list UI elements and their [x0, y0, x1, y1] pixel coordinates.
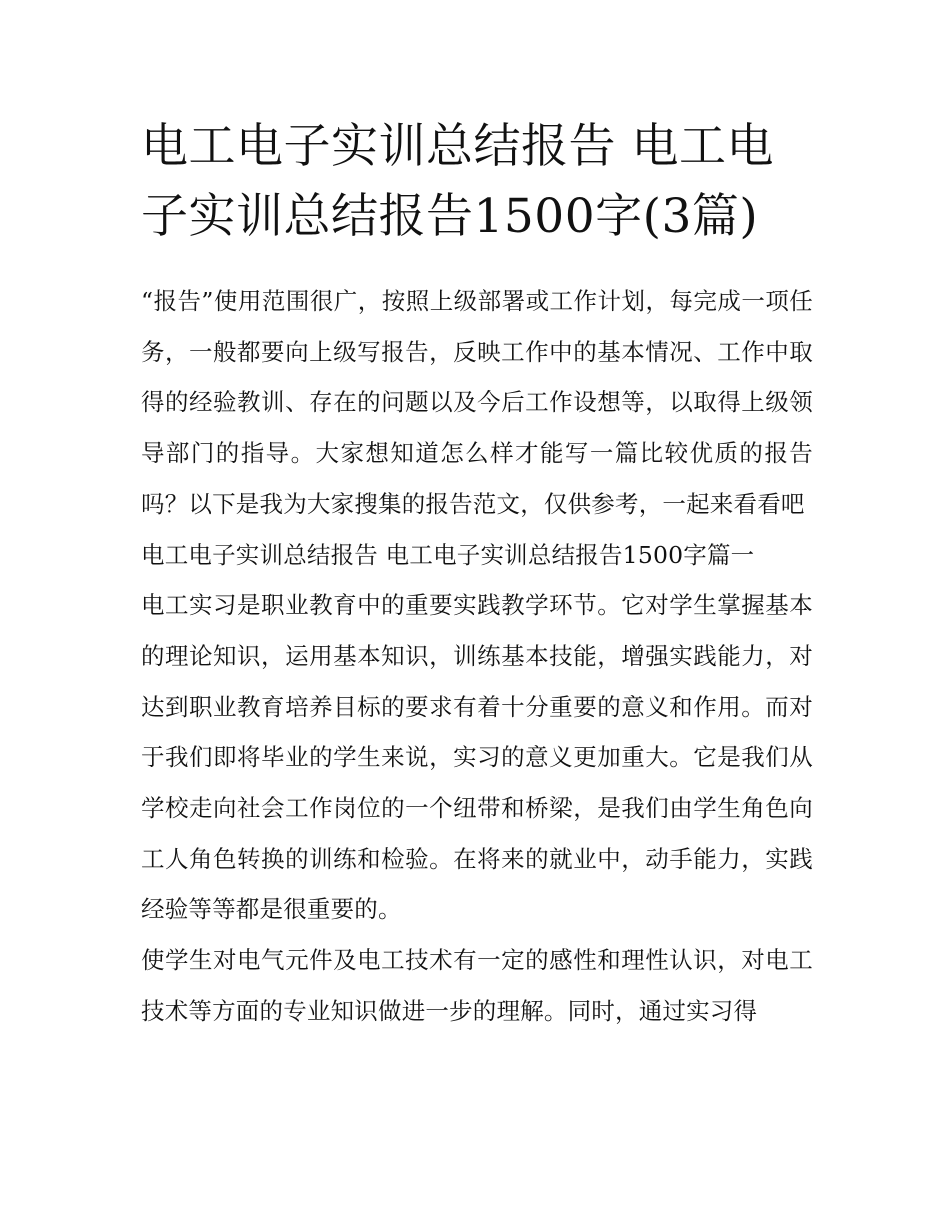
intro-paragraph: “报告”使用范围很广，按照上级部署或工作计划，每完成一项任务，一般都要向上级写报告，反映工作中的基本情况、工作中取得的经验教训、存在的问题以及今后工作设想等，以取得上级领导部门的指导。大家想知道怎么样才能写一篇比较优质的报告吗？以下是我为大家搜集的报告范文，仅供参考，一起来看看吧 — [141, 287, 813, 518]
document-page — [141, 112, 813, 1037]
section-heading: 电工电子实训总结报告 电工电子实训总结报告1500字篇一 — [141, 540, 755, 569]
body-paragraph-1: 电工实习是职业教育中的重要实践教学环节。它对学生掌握基本的理论知识，运用基本知识，训练基本技能，增强实践能力，对达到职业教育培养目标的要求有着十分重要的意义和作用。而对于我们即将毕业的学生来说，实习的意义更加重大。它是我们从学校走向社会工作岗位的一个纽带和桥梁，是我们由学生角色向工人角色转换的训练和检验。在将来的就业中，动手能力，实践经验等等都是很重要的。 — [141, 591, 813, 924]
body-paragraph-2: 使学生对电气元件及电工技术有一定的感性和理性认识，对电工技术等方面的专业知识做进一步的理解。同时，通过实习得 — [141, 946, 813, 1025]
document-title: 电工电子实训总结报告 电工电子实训总结报告1500字(3篇) — [141, 119, 774, 244]
